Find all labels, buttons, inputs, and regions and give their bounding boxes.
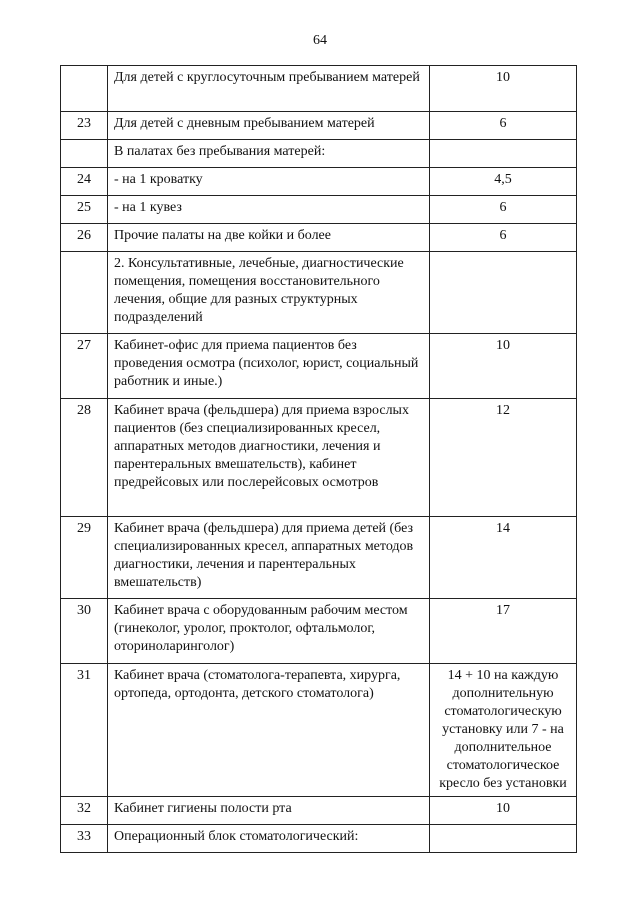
- area-norms-table: [60, 65, 577, 853]
- table-row: [61, 399, 577, 517]
- table-row: [61, 599, 577, 664]
- table-row: [61, 112, 577, 140]
- room-name: Кабинет врача (фельдшера) для приема детей (без специализированных кресел, аппаратных методов диагностики, лечения и парентеральных вмешательств): [108, 517, 430, 599]
- table-row: [61, 224, 577, 252]
- area-value: 14 + 10 на каждую дополнительную стоматологическую установку или 7 - на дополнительное стоматологическое кресло без установки: [430, 664, 577, 797]
- room-name: - на 1 кувез: [108, 196, 430, 224]
- row-number: [61, 252, 108, 334]
- room-name: Кабинет-офис для приема пациентов без проведения осмотра (психолог, юрист, социальный работник и иные.): [108, 334, 430, 399]
- section-heading: 2. Консультативные, лечебные, диагностические помещения, помещения восстановительного лечения, общие для разных структурных подразделений: [108, 252, 430, 334]
- room-name: Для детей с круглосуточным пребыванием матерей: [108, 66, 430, 112]
- room-name: - на 1 кроватку: [108, 168, 430, 196]
- table-row: [61, 797, 577, 825]
- row-number: 30: [61, 599, 108, 664]
- room-name: Кабинет врача (фельдшера) для приема взрослых пациентов (без специализированных кресел, аппаратных методов диагностики, лечения и парентеральных вмешательств), кабинет предрейсовых или послерейсовых осмотров: [108, 399, 430, 517]
- area-value: [430, 140, 577, 168]
- area-value: 10: [430, 334, 577, 399]
- row-number: 27: [61, 334, 108, 399]
- row-number: 26: [61, 224, 108, 252]
- table-row: [61, 664, 577, 797]
- area-value: 12: [430, 399, 577, 517]
- table-row: [61, 334, 577, 399]
- area-value: 10: [430, 66, 577, 112]
- area-value: 14: [430, 517, 577, 599]
- row-number: 32: [61, 797, 108, 825]
- row-number: 24: [61, 168, 108, 196]
- room-name: Операционный блок стоматологический:: [108, 825, 430, 853]
- area-value: 10: [430, 797, 577, 825]
- table-row: [61, 66, 577, 112]
- room-name: В палатах без пребывания матерей:: [108, 140, 430, 168]
- table-row: [61, 825, 577, 853]
- table-row: [61, 168, 577, 196]
- room-name: Для детей с дневным пребыванием матерей: [108, 112, 430, 140]
- area-value: 6: [430, 224, 577, 252]
- row-number: [61, 140, 108, 168]
- row-number: [61, 66, 108, 112]
- table-row: [61, 252, 577, 334]
- area-value: 17: [430, 599, 577, 664]
- room-name: Прочие палаты на две койки и более: [108, 224, 430, 252]
- row-number: 33: [61, 825, 108, 853]
- area-value: [430, 252, 577, 334]
- room-name: Кабинет врача (стоматолога-терапевта, хирурга, ортопеда, ортодонта, детского стоматолога): [108, 664, 430, 797]
- room-name: Кабинет врача с оборудованным рабочим местом (гинеколог, уролог, проктолог, офтальмолог, оториноларинголог): [108, 599, 430, 664]
- area-value: 4,5: [430, 168, 577, 196]
- row-number: 28: [61, 399, 108, 517]
- area-value: 6: [430, 112, 577, 140]
- row-number: 31: [61, 664, 108, 797]
- row-number: 25: [61, 196, 108, 224]
- row-number: 23: [61, 112, 108, 140]
- table-row: [61, 140, 577, 168]
- row-number: 29: [61, 517, 108, 599]
- page-number: 64: [313, 33, 327, 48]
- area-value: [430, 825, 577, 853]
- room-name: Кабинет гигиены полости рта: [108, 797, 430, 825]
- area-value: 6: [430, 196, 577, 224]
- table-row: [61, 517, 577, 599]
- table-row: [61, 196, 577, 224]
